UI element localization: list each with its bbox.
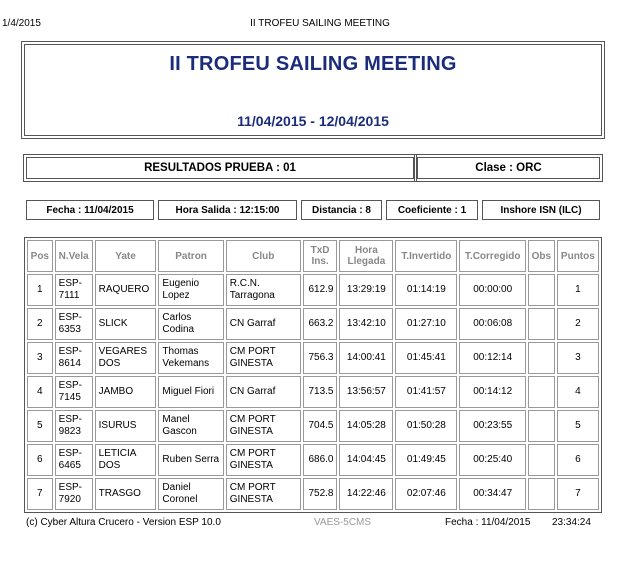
cell-t-corregido: 00:14:12 [459, 376, 525, 408]
cell-pos: 7 [27, 478, 53, 510]
cell-puntos: 3 [557, 342, 599, 374]
cell-pos: 5 [27, 410, 53, 442]
table-row [27, 444, 599, 476]
table-row [27, 410, 599, 442]
table-row [27, 274, 599, 306]
event-title-box [24, 44, 602, 136]
info-fecha: Fecha : 11/04/2015 [26, 200, 154, 220]
cell-t-invertido: 01:41:57 [395, 376, 457, 408]
event-dates: 11/04/2015 - 12/04/2015 [237, 113, 389, 129]
cell-pos: 2 [27, 308, 53, 340]
cell-obs [528, 274, 555, 306]
info-hora-salida: Hora Salida : 12:15:00 [158, 200, 297, 220]
cell-yate: ISURUS [95, 410, 157, 442]
cell-nvela: ESP- 7145 [55, 376, 93, 408]
cell-club: CM PORT GINESTA [226, 410, 301, 442]
info-coeficiente: Coeficiente : 1 [386, 200, 478, 220]
cell-t-corregido: 00:23:55 [459, 410, 525, 442]
cell-patron: Carlos Codina [158, 308, 223, 340]
info-distancia: Distancia : 8 [301, 200, 382, 220]
cell-pos: 6 [27, 444, 53, 476]
cell-club: CM PORT GINESTA [226, 478, 301, 510]
cell-yate: TRASGO [95, 478, 157, 510]
print-header [0, 18, 640, 32]
header-hora-llegada: Hora Llegada [339, 240, 393, 272]
table-row [27, 342, 599, 374]
class-label-box [417, 157, 600, 179]
cell-nvela: ESP- 8614 [55, 342, 93, 374]
page-footer [0, 517, 640, 531]
cell-llegada: 13:29:19 [339, 274, 393, 306]
header-t-invertido: T.Invertido [395, 240, 457, 272]
cell-t-invertido: 01:14:19 [395, 274, 457, 306]
cell-yate: VEGARES DOS [95, 342, 157, 374]
header-pos: Pos [27, 240, 53, 272]
cell-patron: Ruben Serra [158, 444, 223, 476]
cell-patron: Thomas Vekemans [158, 342, 223, 374]
class-label: Clase : ORC [475, 162, 542, 174]
cell-club: R.C.N. Tarragona [226, 274, 301, 306]
header-obs: Obs [528, 240, 555, 272]
cell-llegada: 13:56:57 [339, 376, 393, 408]
table-header-row [27, 240, 599, 272]
cell-t-invertido: 01:50:28 [395, 410, 457, 442]
cell-club: CN Garraf [226, 308, 301, 340]
header-club: Club [226, 240, 301, 272]
cell-txd: 713.5 [303, 376, 338, 408]
cell-llegada: 14:00:41 [339, 342, 393, 374]
cell-nvela: ESP- 6353 [55, 308, 93, 340]
cell-llegada: 14:22:46 [339, 478, 393, 510]
cell-llegada: 14:05:28 [339, 410, 393, 442]
cell-txd: 752.8 [303, 478, 338, 510]
cell-patron: Eugenio Lopez [158, 274, 223, 306]
cell-puntos: 7 [557, 478, 599, 510]
cell-puntos: 2 [557, 308, 599, 340]
cell-club: CN Garraf [226, 376, 301, 408]
print-date: 1/4/2015 [2, 18, 41, 29]
results-label-box [26, 157, 414, 179]
header-t-corregido: T.Corregido [459, 240, 525, 272]
cell-nvela: ESP- 6465 [55, 444, 93, 476]
results-table [24, 237, 602, 513]
footer-code: VAES-5CMS [314, 517, 372, 528]
cell-nvela: ESP- 7920 [55, 478, 93, 510]
cell-yate: RAQUERO [95, 274, 157, 306]
header-yate: Yate [95, 240, 157, 272]
print-title: II TROFEU SAILING MEETING [250, 18, 390, 29]
cell-club: CM PORT GINESTA [226, 444, 301, 476]
results-label: RESULTADOS PRUEBA : 01 [144, 162, 296, 174]
cell-yate: JAMBO [95, 376, 157, 408]
cell-t-invertido: 01:27:10 [395, 308, 457, 340]
cell-t-invertido: 02:07:46 [395, 478, 457, 510]
cell-puntos: 4 [557, 376, 599, 408]
cell-txd: 704.5 [303, 410, 338, 442]
cell-txd: 756.3 [303, 342, 338, 374]
event-title: II TROFEU SAILING MEETING [169, 53, 457, 75]
table-row [27, 308, 599, 340]
cell-pos: 1 [27, 274, 53, 306]
cell-pos: 4 [27, 376, 53, 408]
table-row [27, 478, 599, 510]
cell-obs [528, 478, 555, 510]
footer-credit: (c) Cyber Altura Crucero - Version ESP 10.0 [26, 517, 221, 528]
footer-time: 23:34:24 [552, 517, 591, 528]
cell-puntos: 5 [557, 410, 599, 442]
cell-t-invertido: 01:49:45 [395, 444, 457, 476]
cell-t-corregido: 00:12:14 [459, 342, 525, 374]
cell-pos: 3 [27, 342, 53, 374]
cell-t-corregido: 00:06:08 [459, 308, 525, 340]
footer-date: Fecha : 11/04/2015 [445, 517, 531, 528]
cell-nvela: ESP- 9823 [55, 410, 93, 442]
cell-llegada: 14:04:45 [339, 444, 393, 476]
cell-puntos: 1 [557, 274, 599, 306]
cell-yate: SLICK [95, 308, 157, 340]
cell-t-corregido: 00:34:47 [459, 478, 525, 510]
header-puntos: Puntos [557, 240, 599, 272]
cell-obs [528, 308, 555, 340]
header-txd: TxD Ins. [303, 240, 338, 272]
cell-llegada: 13:42:10 [339, 308, 393, 340]
cell-patron: Daniel Coronel [158, 478, 223, 510]
header-nvela: N.Vela [55, 240, 93, 272]
cell-nvela: ESP- 7111 [55, 274, 93, 306]
cell-club: CM PORT GINESTA [226, 342, 301, 374]
cell-yate: LETICIA DOS [95, 444, 157, 476]
cell-patron: Manel Gascon [158, 410, 223, 442]
header-patron: Patron [158, 240, 223, 272]
cell-txd: 686.0 [303, 444, 338, 476]
cell-obs [528, 410, 555, 442]
table-row [27, 376, 599, 408]
cell-obs [528, 444, 555, 476]
cell-obs [528, 376, 555, 408]
info-inshore: Inshore ISN (ILC) [482, 200, 600, 220]
cell-obs [528, 342, 555, 374]
cell-t-invertido: 01:45:41 [395, 342, 457, 374]
cell-t-corregido: 00:25:40 [459, 444, 525, 476]
cell-txd: 663.2 [303, 308, 338, 340]
cell-puntos: 6 [557, 444, 599, 476]
cell-txd: 612.9 [303, 274, 338, 306]
cell-patron: Miguel Fiori [158, 376, 223, 408]
cell-t-corregido: 00:00:00 [459, 274, 525, 306]
